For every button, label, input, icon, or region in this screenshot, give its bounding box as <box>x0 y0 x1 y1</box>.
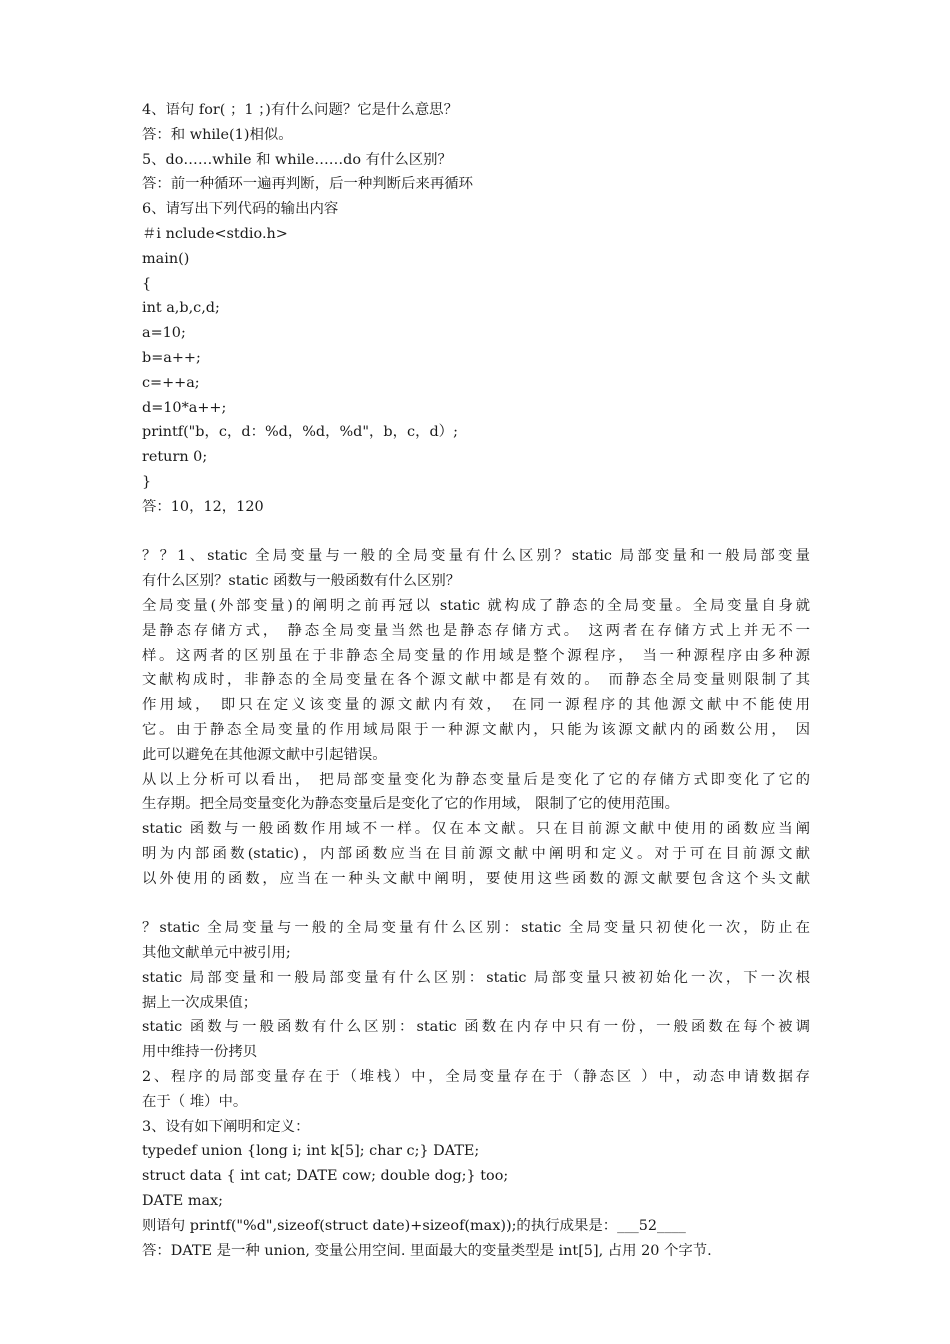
paragraph-line: 从以上分析可以看出， 把局部变量变化为静态变量后是变化了它的存储方式即变化了它的 <box>142 771 810 788</box>
code-line: d=10*a++; <box>142 399 227 416</box>
q4-answer: 答：和 while(1)相似。 <box>142 126 293 143</box>
paragraph-line: 明为内部函数(static)，内部函数应当在目前源文献中阐明和定义。对于可在目前源文献 <box>142 845 810 862</box>
paragraph-line: 此可以避免在其他源文献中引起错误。 <box>142 746 387 763</box>
q3-question: 3、设有如下阐明和定义： <box>142 1118 310 1135</box>
code-line: typedef union {long i; int k[5]; char c;} DATE; <box>142 1143 480 1160</box>
code-line: b=a++; <box>142 349 201 366</box>
paragraph-line: 作用域， 即只在定义该变量的源文献内有效， 在同一源程序的其他源文献中不能使用 <box>142 697 810 714</box>
paragraph-line: 全局变量(外部变量)的阐明之前再冠以 static 就构成了静态的全局变量。全局变量自身就 <box>142 597 810 614</box>
static-question: ？？1、static 全局变量与一般的全局变量有什么区别？static 局部变量和一般局部变量 <box>142 548 810 565</box>
q5-question: 5、do……while 和 while……do 有什么区别？ <box>142 151 452 168</box>
code-line: return 0; <box>142 449 208 466</box>
static-question: 有什么区别？static 函数与一般函数有什么区别？ <box>142 573 461 590</box>
q3-answer: 答：DATE 是一种 union, 变量公用空间. 里面最大的变量类型是 int[5], 占用 20 个字节. <box>142 1242 712 1259</box>
code-line: c=++a; <box>142 374 200 391</box>
q4-question: 4、语句 for( ；1 ；)有什么问题？它是什么意思？ <box>142 102 458 118</box>
summary-line: 用中维持一份拷贝 <box>142 1044 258 1061</box>
paragraph-line: static 函数与一般函数作用域不一样。仅在本文献。只在目前源文献中使用的函数应当阐 <box>142 821 810 838</box>
paragraph-line: 样。这两者的区别虽在于非静态全局变量的作用域是整个源程序， 当一种源程序由多种源 <box>142 647 810 664</box>
blank-line <box>142 520 810 545</box>
summary-line: static 局部变量和一般局部变量有什么区别：static 局部变量只被初始化一次，下一次根 <box>142 969 810 986</box>
paragraph-line: 它。由于静态全局变量的作用域局限于一种源文献内，只能为该源文献内的函数公用， 因 <box>142 721 810 738</box>
code-line: ＃i nclude<stdio.h> <box>142 225 288 242</box>
blank-line <box>142 892 810 917</box>
code-line: struct data { int cat; DATE cow; double dog;} too; <box>142 1168 509 1185</box>
code-line: } <box>142 473 152 490</box>
code-line: DATE max; <box>142 1193 224 1210</box>
summary-line: static 函数与一般函数有什么区别：static 函数在内存中只有一份，一般函数在每个被调 <box>142 1019 810 1036</box>
q3-statement: 则语句 printf("%d",sizeof(struct date)+sizeof(max));的执行成果是：___52____ <box>142 1217 686 1234</box>
paragraph-line: 是静态存储方式， 静态全局变量当然也是静态存储方式。 这两者在存储方式上并无不一 <box>142 622 810 639</box>
q6-answer: 答：10，12，120 <box>142 498 264 515</box>
paragraph-line: 文献构成时，非静态的全局变量在各个源文献中都是有效的。 而静态全局变量则限制了其 <box>142 672 810 689</box>
code-line: { <box>142 275 152 292</box>
document-page <box>142 98 810 1263</box>
q2-question: 2、程序的局部变量存在于（堆栈）中，全局变量存在于（静态区 ）中，动态申请数据存 <box>142 1069 810 1086</box>
summary-line: 其他文献单元中被引用; <box>142 945 291 962</box>
summary-line: ？static 全局变量与一般的全局变量有什么区别：static 全局变量只初使化一次，防止在 <box>142 920 810 937</box>
code-line: int a,b,c,d; <box>142 300 220 317</box>
code-line: main() <box>142 250 190 267</box>
q2-question: 在于（ 堆）中。 <box>142 1093 248 1110</box>
code-line: a=10; <box>142 325 186 342</box>
paragraph-line: 以外使用的函数，应当在一种头文献中阐明，要使用这些函数的源文献要包含这个头文献 <box>142 870 810 887</box>
code-line: printf("b，c，d：%d，%d，%d"，b，c，d）; <box>142 424 458 441</box>
q6-question: 6、请写出下列代码的输出内容 <box>142 201 339 218</box>
q5-answer: 答：前一种循环一遍再判断，后一种判断后来再循环 <box>142 176 473 193</box>
paragraph-line: 生存期。把全局变量变化为静态变量后是变化了它的作用域， 限制了它的使用范围。 <box>142 796 680 813</box>
summary-line: 据上一次成果值； <box>142 994 258 1011</box>
